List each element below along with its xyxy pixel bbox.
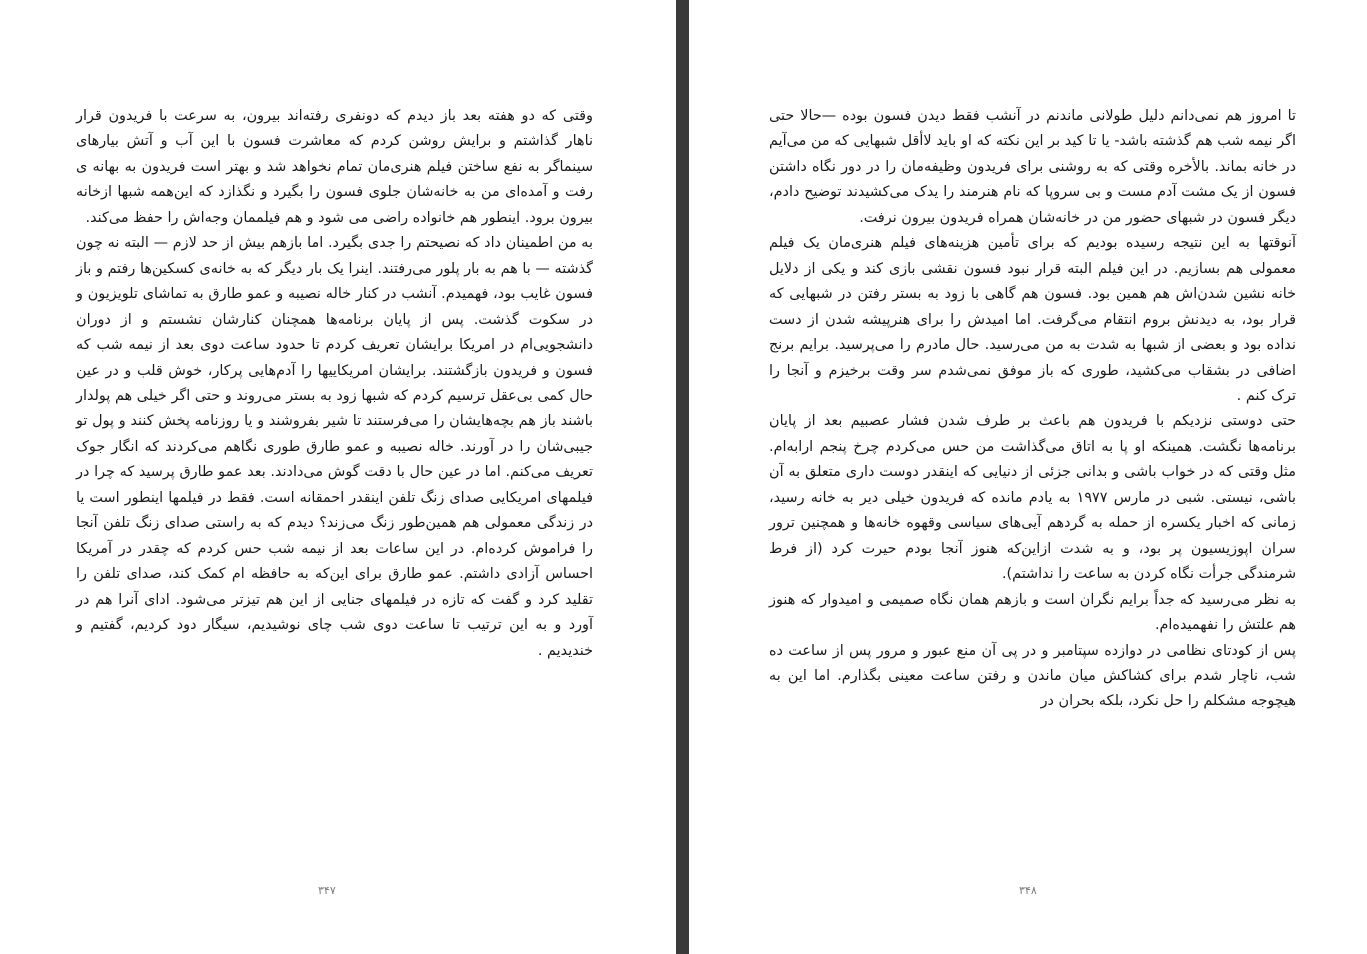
paragraph: وقتی که دو هفته بعد باز دیدم که دونفری رفته‌اند بیرون، به سرعت با فریدون قرار ناهار گذاشتم و برایش روشن کردم که معاشرت فسون با این آب و آتش بیارهای سینماگر به نفع ساختن فیلم هنری‌مان تمام نخواهد شد و بهتر است فریدون به بهانه ی رفت و آمده‌ای من به خانه‌شان جلوی فسون را بگیرد و نگذازد که این‌همه شبها ازخانه بیرون برود. اینطور هم خانواده راضی می شود و هم فیلممان وجه‌اش را حفظ می‌کند. (76, 108, 593, 226)
right-page-text (769, 104, 1296, 715)
right-page (689, 0, 1367, 954)
page-number: ۳۴۷ (318, 884, 336, 897)
paragraph: حتی دوستی نزدیکم با فریدون هم باعث بر طرف شدن فشار عصبیم بعد از پایان برنامه‌ها نگشت. همینکه او پا به اتاق می‌گذاشت من حس می‌کردم چرخ پنجم ارابه‌ام. مثل وقتی که در خواب باشی و بدانی جزئی از دنیایی که اینقدر دوست داری متعلق به آن باشی، نیستی. شبی در مارس ۱۹۷۷ به یادم مانده که فریدون خیلی دیر به خانه رسید، زمانی که اخبار یکسره از حمله به گردهم آیی‌های سیاسی وقهوه خانه‌ها و همچنین ترور سران اپوزیسیون پر بود، و به شدت ازاین‌که هنوز آنجا بودم حیرت کرد (از فرط شرمندگی جرأت نگاه کردن به ساعت را نداشتم). (769, 413, 1297, 583)
paragraph: به نظر می‌رسید که جداً برایم نگران است و بازهم همان نگاه صمیمی و امیدوار که هنوز هم علتش را نفهمیده‌ام. (769, 591, 1296, 634)
book-gutter (676, 0, 689, 954)
paragraph: به من اطمینان داد که نصیحتم را جدی بگیرد. اما بازهم بیش از حد لازم — البته نه چون گذشته — با هم به بار پلور می‌رفتند. اینرا یک بار دیگر که به خانه‌ی کسکین‌ها رفتم و باز فسون غایب بود، فهمیدم. آنشب در کنار خاله نصیبه و عمو طارق به تماشای تلویزیون و در سکوت گذشت. پس از پایان برنامه‌ها همچنان کنارشان نشستم و از دوران دانشجویی‌ام در امریکا برایشان تعریف کردم تا حدود ساعت دوی بعد از نیمه شب که فسون و فریدون بازگشتند. برایشان امریکاییها را آدم‌هایی پرکار، خوش قلب و در عین حال کمی بی‌عقل ترسیم کردم که شبها زود به بستر می‌روند و حتی اگر خیلی هم پولدار باشند باز هم بچه‌هایشان را می‌فرستند تا شیر بفروشند و یا روزنامه پخش کنند و پول تو جیبی‌شان را در آورند. خاله نصیبه و عمو طارق طوری نگاهم می‌کردند که انگار جوک تعریف می‌کنم. اما در عین حال با دقت گوش می‌دادند. بعد عمو طارق پرسید که چرا در فیلمهای امریکایی صدای زنگ تلفن اینقدر احمقانه است. فقط در فیلمها اینطور است یا در زندگی معمولی هم همین‌طور زنگ می‌زند؟ دیدم که به راستی صدای زنگ تلفن آنجا را فراموش کرده‌ام. در این ساعات بعد از نیمه شب حس کردم که چقدر در آمریکا احساس آزادی داشتم. عمو طارق برای این‌که به حافظه ام کمک کند، صدای تلفن را تقلید کرد و گفت که تازه در فیلمهای جنایی از این هم تیزتر می‌شود. ادای آنرا هم در آورد و به این ترتیب تا ساعت دوی شب چای نوشیدیم، سیگار دود کردیم، گفتیم و خندیدیم . (76, 235, 593, 659)
page-number: ۳۴۸ (1019, 884, 1037, 897)
paragraph: آنوقتها به این نتیجه رسیده بودیم که برای تأمین هزینه‌های فیلم هنری‌مان یک فیلم معمولی هم بسازیم. در این فیلم البته قرار نبود فسون نقشی بازی کند و یکی از دلایل خانه نشین شدن‌اش هم همین بود. فسون هم گاهی با زود به بستر رفتن در شبهایی که قرار بود، به دیدنش بروم انتقام می‌گرفت. اما امیدش را برای هنرپیشه شدن از دست نداده بود و بعضی از شبها به شدت به من می‌رسید. حال مادرم را می‌پرسید. برایم برنج اضافی در بشقاب می‌کشید، طوری که باز موفق نمی‌شدم سر وقت برخیزم و آنجا را ترک کنم . (769, 235, 1296, 404)
paragraph: تا امروز هم نمی‌دانم دلیل طولانی ماندنم در آنشب فقط دیدن فسون بوده —حالا حتی اگر نیمه شب هم گذشته باشد- یا تا کید بر این نکته که او باید لاأقل شبهایی که من می‌آیم در خانه بماند. بالأخره وقتی که به روشنی برای فریدون وظیفه‌مان را در دور نگاه داشتن فسون از یک مشت آدم مست و بی سروپا که نام هنرمند را یدک می‌کشیدند توضیح دادم، دیگر فسون در شبهای حضور من در خانه‌شان همراه فریدون بیرون نرفت. (769, 108, 1296, 226)
left-page-text (76, 104, 593, 664)
left-page (0, 0, 676, 954)
paragraph: پس از کودتای نظامی در دوازده سپتامبر و در پی آن منع عبور و مرور پس از ساعت ده شب، ناچار شدم برای کشاکش میان ماندن و رفتن ساعت معینی بگذارم. اما این به هیچوجه مشکلم را حل نکرد، بلکه بحران در (769, 642, 1296, 710)
